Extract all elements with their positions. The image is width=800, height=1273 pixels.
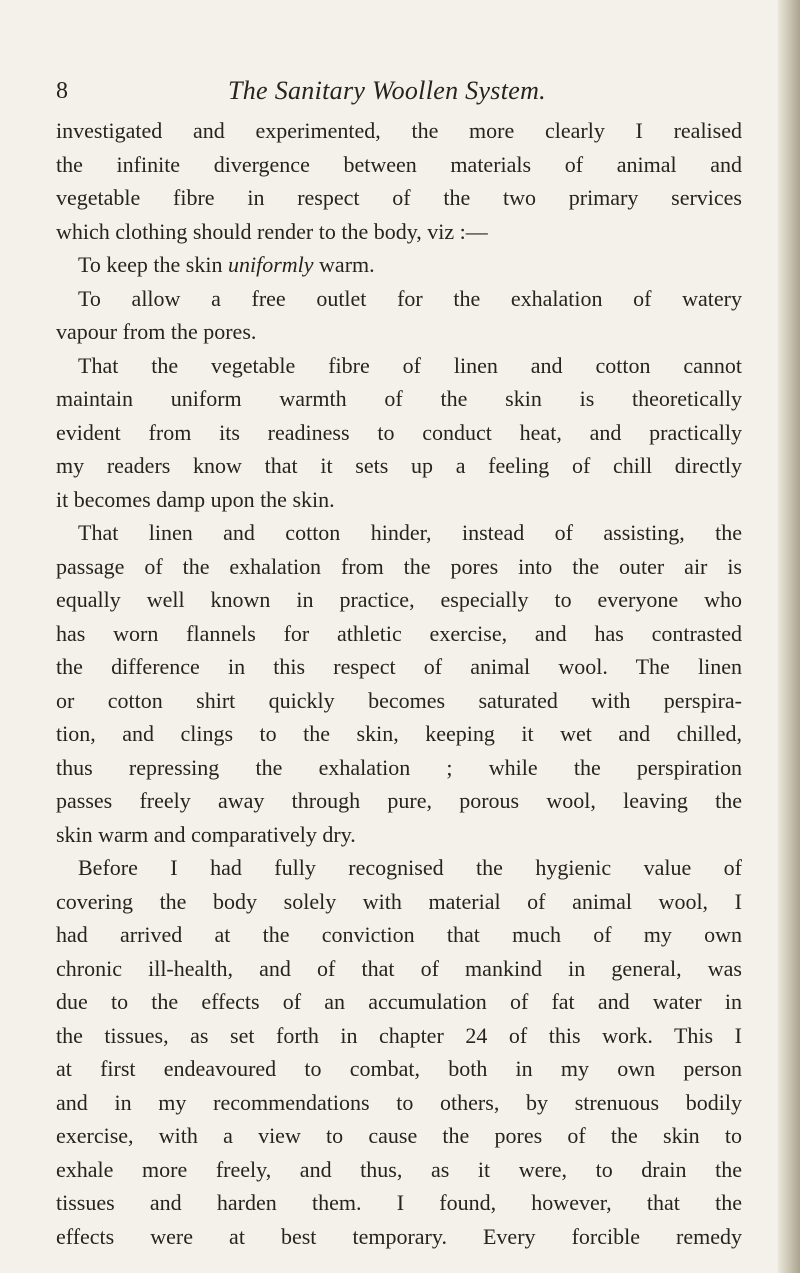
page-number: 8 — [56, 78, 68, 104]
text-line: To allow a free outlet for the exhalation of watery — [78, 285, 742, 311]
text-line: covering the body solely with material of animal wool, I — [56, 888, 742, 914]
body-text — [56, 114, 742, 1253]
text-line: it becomes damp upon the skin. — [56, 486, 335, 512]
text-run: warm. — [313, 252, 375, 277]
text-line: passes freely away through pure, porous wool, leaving the — [56, 788, 742, 813]
text-line: evident from its readiness to conduct heat, and practically — [56, 419, 742, 445]
text-line: which clothing should render to the body, viz :— — [56, 218, 488, 244]
text-line: vapour from the pores. — [56, 319, 257, 344]
text-line: effects were at best temporary. Every forcible remedy — [56, 1223, 742, 1249]
text-line: That the vegetable fibre of linen and cotton cannot — [78, 352, 742, 378]
text-line: the tissues, as set forth in chapter 24 of this work. This I — [56, 1022, 742, 1048]
text-line: tion, and clings to the skin, keeping it wet and chilled, — [56, 721, 742, 746]
text-line: thus repressing the exhalation ; while the perspiration — [56, 754, 742, 780]
text-line: my readers know that it sets up a feeling of chill directly — [56, 453, 742, 478]
text-line — [56, 248, 742, 282]
text-line: skin warm and comparatively dry. — [56, 821, 356, 847]
text-line: investigated and experimented, the more clearly I realised — [56, 118, 742, 143]
text-line: tissues and harden them. I found, however, that the — [56, 1190, 742, 1215]
text-line: passage of the exhalation from the pores into the outer air is — [56, 553, 742, 579]
text-line: had arrived at the conviction that much of my own — [56, 922, 742, 947]
text-line: chronic ill-health, and of that of mankind in general, was — [56, 955, 742, 981]
text-line: maintain uniform warmth of the skin is theoretically — [56, 386, 742, 411]
text-line: the infinite divergence between materials of animal and — [56, 151, 742, 177]
text-line: exhale more freely, and thus, as it were, to drain the — [56, 1156, 742, 1182]
text-line: Before I had fully recognised the hygienic value of — [78, 855, 742, 880]
text-run: To keep the skin — [78, 252, 228, 277]
text-line: and in my recommendations to others, by strenuous bodily — [56, 1089, 742, 1115]
emphasis-word: uniformly — [227, 252, 314, 277]
text-line: equally well known in practice, especially to everyone who — [56, 587, 742, 612]
text-line: has worn flannels for athletic exercise, and has contrasted — [56, 620, 742, 646]
text-line: due to the effects of an accumulation of fat and water in — [56, 989, 742, 1014]
text-line: at first endeavoured to combat, both in my own person — [56, 1056, 742, 1081]
page-header — [56, 76, 746, 110]
page-edge-shadow — [778, 0, 800, 1273]
text-line: exercise, with a view to cause the pores of the skin to — [56, 1123, 742, 1148]
text-line: or cotton shirt quickly becomes saturated with perspira- — [56, 687, 742, 713]
text-line: That linen and cotton hinder, instead of assisting, the — [78, 520, 742, 545]
text-line: vegetable fibre in respect of the two primary services — [56, 185, 742, 210]
running-title: The Sanitary Woollen System. — [228, 76, 546, 105]
text-line: the difference in this respect of animal wool. The linen — [56, 654, 742, 679]
